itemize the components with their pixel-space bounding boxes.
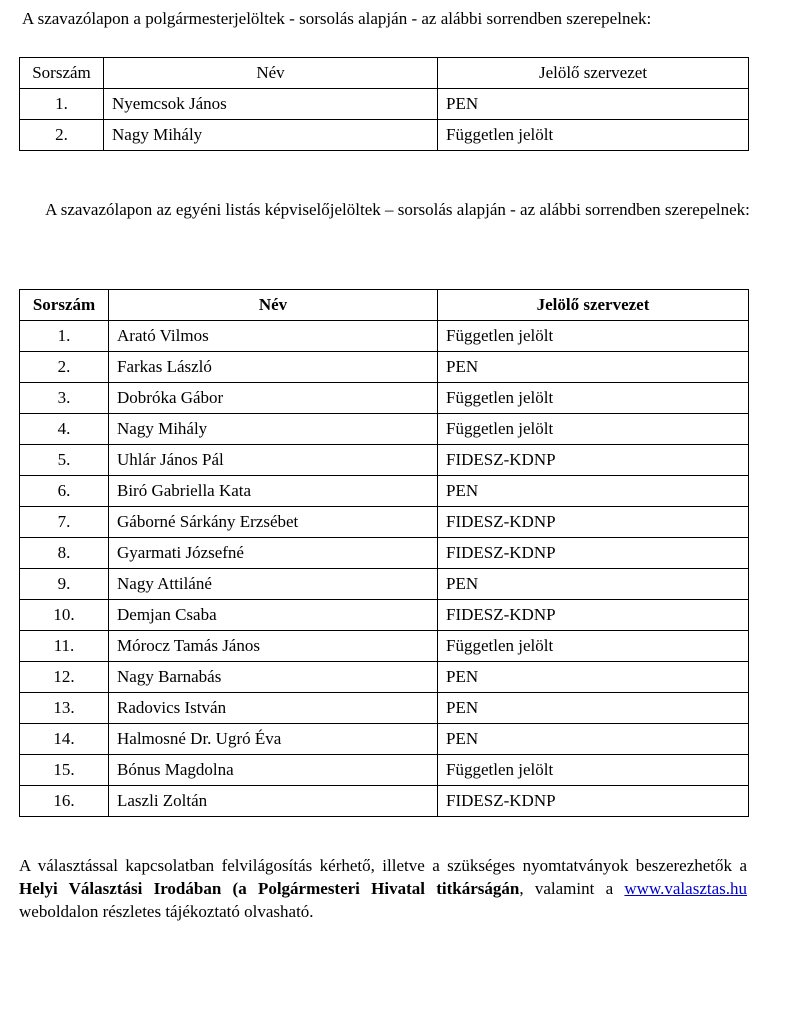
cell-sorszam: 6.	[20, 476, 109, 507]
cell-jelolo-szervezet: Független jelölt	[438, 321, 749, 352]
header-jelolo-szervezet: Jelölő szervezet	[438, 58, 749, 89]
mayor-candidates-table	[19, 57, 749, 151]
cell-jelolo-szervezet: FIDESZ-KDNP	[438, 600, 749, 631]
cell-jelolo-szervezet: Független jelölt	[438, 120, 749, 151]
table-row	[20, 631, 749, 662]
cell-jelolo-szervezet: Független jelölt	[438, 383, 749, 414]
cell-nev: Nagy Attiláné	[109, 569, 438, 600]
table-row	[20, 321, 749, 352]
cell-jelolo-szervezet: FIDESZ-KDNP	[438, 538, 749, 569]
table-header-row	[20, 58, 749, 89]
table-row	[20, 414, 749, 445]
table-row	[20, 569, 749, 600]
cell-jelolo-szervezet: Független jelölt	[438, 755, 749, 786]
cell-jelolo-szervezet: PEN	[438, 693, 749, 724]
header-nev: Név	[104, 58, 438, 89]
council-intro-text: A szavazólapon az egyéni listás képviselőjelöltek – sorsolás alapján - az alábbi sorrendben szerepelnek:	[45, 200, 750, 219]
cell-jelolo-szervezet: Független jelölt	[438, 631, 749, 662]
cell-jelolo-szervezet: PEN	[438, 662, 749, 693]
cell-sorszam: 14.	[20, 724, 109, 755]
cell-nev: Arató Vilmos	[109, 321, 438, 352]
cell-jelolo-szervezet: PEN	[438, 724, 749, 755]
footer-text-middle: , valamint a	[519, 879, 625, 898]
cell-sorszam: 11.	[20, 631, 109, 662]
cell-nev: Gyarmati Józsefné	[109, 538, 438, 569]
table-row	[20, 383, 749, 414]
cell-sorszam: 2.	[20, 120, 104, 151]
cell-jelolo-szervezet: PEN	[438, 89, 749, 120]
cell-nev: Nagy Mihály	[109, 414, 438, 445]
cell-jelolo-szervezet: PEN	[438, 352, 749, 383]
cell-jelolo-szervezet: Független jelölt	[438, 414, 749, 445]
footer-bold-office: Helyi Választási Irodában (a Polgármesteri Hivatal titkárságán	[19, 879, 520, 898]
cell-sorszam: 1.	[20, 89, 104, 120]
cell-jelolo-szervezet: PEN	[438, 569, 749, 600]
cell-sorszam: 16.	[20, 786, 109, 817]
table-row	[20, 89, 749, 120]
cell-sorszam: 1.	[20, 321, 109, 352]
footer-text-after: weboldalon részletes tájékoztató olvasható.	[19, 902, 314, 921]
table-row	[20, 786, 749, 817]
valasztas-link[interactable]: www.valasztas.hu	[624, 879, 747, 898]
cell-sorszam: 4.	[20, 414, 109, 445]
cell-nev: Farkas László	[109, 352, 438, 383]
cell-jelolo-szervezet: FIDESZ-KDNP	[438, 786, 749, 817]
table-row	[20, 507, 749, 538]
cell-jelolo-szervezet: PEN	[438, 476, 749, 507]
cell-sorszam: 13.	[20, 693, 109, 724]
cell-nev: Nagy Mihály	[104, 120, 438, 151]
cell-sorszam: 7.	[20, 507, 109, 538]
cell-sorszam: 3.	[20, 383, 109, 414]
mayor-intro-text: A szavazólapon a polgármesterjelöltek - sorsolás alapján - az alábbi sorrendben szerepelnek:	[22, 9, 652, 28]
table-row	[20, 724, 749, 755]
table-row	[20, 693, 749, 724]
cell-nev: Bónus Magdolna	[109, 755, 438, 786]
header-sorszam: Sorszám	[20, 58, 104, 89]
cell-sorszam: 5.	[20, 445, 109, 476]
table-row	[20, 445, 749, 476]
cell-sorszam: 2.	[20, 352, 109, 383]
cell-nev: Dobróka Gábor	[109, 383, 438, 414]
footer-text-before: A választással kapcsolatban felvilágosítás kérhető, illetve a szükséges nyomtatványok beszerezhetők a	[19, 856, 747, 875]
table-row	[20, 600, 749, 631]
cell-nev: Demjan Csaba	[109, 600, 438, 631]
header-nev: Név	[109, 290, 438, 321]
header-jelolo-szervezet: Jelölő szervezet	[438, 290, 749, 321]
cell-sorszam: 8.	[20, 538, 109, 569]
cell-sorszam: 9.	[20, 569, 109, 600]
cell-sorszam: 10.	[20, 600, 109, 631]
cell-nev: Nyemcsok János	[104, 89, 438, 120]
cell-nev: Gáborné Sárkány Erzsébet	[109, 507, 438, 538]
cell-nev: Nagy Barnabás	[109, 662, 438, 693]
cell-nev: Biró Gabriella Kata	[109, 476, 438, 507]
header-sorszam: Sorszám	[20, 290, 109, 321]
cell-nev: Uhlár János Pál	[109, 445, 438, 476]
council-candidates-table	[19, 289, 749, 817]
cell-nev: Halmosné Dr. Ugró Éva	[109, 724, 438, 755]
cell-jelolo-szervezet: FIDESZ-KDNP	[438, 507, 749, 538]
cell-jelolo-szervezet: FIDESZ-KDNP	[438, 445, 749, 476]
table-row	[20, 352, 749, 383]
table-row	[20, 120, 749, 151]
table-row	[20, 755, 749, 786]
table-row	[20, 476, 749, 507]
cell-nev: Radovics István	[109, 693, 438, 724]
table-row	[20, 662, 749, 693]
cell-sorszam: 12.	[20, 662, 109, 693]
cell-sorszam: 15.	[20, 755, 109, 786]
table-header-row	[20, 290, 749, 321]
cell-nev: Laszli Zoltán	[109, 786, 438, 817]
cell-nev: Mórocz Tamás János	[109, 631, 438, 662]
table-row	[20, 538, 749, 569]
footer-paragraph	[19, 854, 747, 923]
